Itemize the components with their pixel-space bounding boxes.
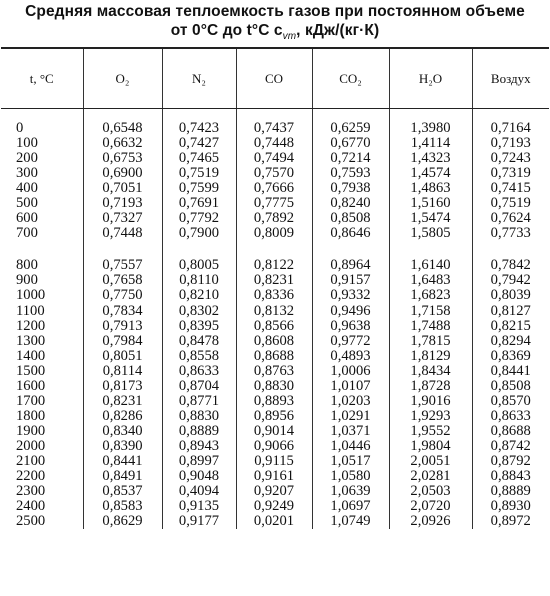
value-cell: 0,8478 (162, 334, 236, 349)
value-cell: 0,9496 (312, 304, 389, 319)
value-cell: 0,6632 (83, 136, 162, 151)
temperature-cell: 200 (16, 150, 38, 167)
temperature-cell: 1600 (16, 377, 46, 394)
value-cell: 0,8110 (162, 273, 236, 288)
value-cell: 0,9048 (162, 469, 236, 484)
temperature-cell: 2000 (16, 437, 46, 454)
value-cell: 0,7193 (472, 136, 549, 151)
value-cell: 0,7570 (236, 166, 312, 181)
value-cell: 0,8537 (83, 484, 162, 499)
temperature-cell: 1400 (16, 347, 46, 364)
value-cell: 0,7942 (472, 273, 549, 288)
table-row (1, 258, 549, 273)
value-cell: 2,0281 (389, 469, 472, 484)
value-cell: 1,7488 (389, 319, 472, 334)
value-cell: 0,7775 (236, 196, 312, 211)
value-cell: 0,7465 (162, 151, 236, 166)
header-temperature: t, °C (1, 48, 83, 109)
value-cell: 0,7666 (236, 181, 312, 196)
value-cell: 0,8231 (236, 273, 312, 288)
table-row (1, 166, 549, 181)
value-cell: 0,8240 (312, 196, 389, 211)
spacer-cell (472, 241, 549, 258)
value-cell: 0,7792 (162, 211, 236, 226)
value-cell: 0,7423 (162, 121, 236, 136)
value-cell: 0,8956 (236, 409, 312, 424)
value-cell: 1,9016 (389, 394, 472, 409)
value-cell: 0,7519 (162, 166, 236, 181)
value-cell: 1,8129 (389, 349, 472, 364)
value-cell: 1,9293 (389, 409, 472, 424)
value-cell: 0,7519 (472, 196, 549, 211)
value-cell: 0,8964 (312, 258, 389, 273)
value-cell: 0,8583 (83, 499, 162, 514)
table-row (1, 469, 549, 484)
header-co: CO (236, 48, 312, 109)
value-cell: 0,8114 (83, 364, 162, 379)
value-cell: 0,8930 (472, 499, 549, 514)
value-cell: 0,7624 (472, 211, 549, 226)
value-cell: 1,9804 (389, 439, 472, 454)
title-line-2-units: , кДж/(кг·К) (296, 22, 380, 39)
temperature-cell: 1500 (16, 362, 46, 379)
temperature-cell: 1700 (16, 392, 46, 409)
value-cell: 2,0720 (389, 499, 472, 514)
spacer-cell (83, 241, 162, 258)
temperature-cell: 900 (16, 272, 38, 289)
table-row (1, 439, 549, 454)
value-cell: 0,8889 (472, 484, 549, 499)
value-cell: 0,8302 (162, 304, 236, 319)
value-cell: 0,8608 (236, 334, 312, 349)
temperature-cell: 2500 (16, 513, 46, 530)
temperature-cell: 2200 (16, 468, 46, 485)
table-row (1, 499, 549, 514)
temperature-cell: 2300 (16, 483, 46, 500)
value-cell: 0,8893 (236, 394, 312, 409)
value-cell: 0,7437 (236, 121, 312, 136)
table-row (1, 136, 549, 151)
table-row (1, 454, 549, 469)
value-cell: 0,8646 (312, 226, 389, 241)
table-row (1, 334, 549, 349)
value-cell: 0,8294 (472, 334, 549, 349)
value-cell: 0,7243 (472, 151, 549, 166)
value-cell: 0,8051 (83, 349, 162, 364)
value-cell: 1,6140 (389, 258, 472, 273)
table-row (1, 121, 549, 136)
value-cell: 0,8508 (312, 211, 389, 226)
temperature-cell: 2400 (16, 498, 46, 515)
value-cell: 1,4863 (389, 181, 472, 196)
value-cell: 0,8688 (472, 424, 549, 439)
value-cell: 1,5160 (389, 196, 472, 211)
table-row (1, 364, 549, 379)
value-cell: 0,8566 (236, 319, 312, 334)
header-h2o: H₂O (389, 48, 472, 109)
value-cell: 0,7327 (83, 211, 162, 226)
header-air: Воздух (472, 48, 549, 109)
value-cell: 0,8704 (162, 379, 236, 394)
value-cell: 0,6259 (312, 121, 389, 136)
value-cell: 0,9014 (236, 424, 312, 439)
value-cell: 0,7691 (162, 196, 236, 211)
title-line-2-subscript: vm (282, 31, 297, 43)
temperature-cell: 0 (16, 120, 24, 136)
value-cell: 0,9066 (236, 439, 312, 454)
value-cell: 0,7164 (472, 121, 549, 136)
value-cell: 0,9177 (162, 514, 236, 529)
value-cell: 0,8122 (236, 258, 312, 273)
temperature-cell: 1800 (16, 407, 46, 424)
title-line-1: Средняя массовая теплоемкость газов при постоянном объеме (25, 3, 525, 20)
value-cell: 2,0051 (389, 454, 472, 469)
value-cell: 0,9135 (162, 499, 236, 514)
value-cell: 1,7158 (389, 304, 472, 319)
value-cell: 1,0517 (312, 454, 389, 469)
value-cell: 1,9552 (389, 424, 472, 439)
table-row (1, 484, 549, 499)
value-cell: 1,0580 (312, 469, 389, 484)
value-cell: 0,7984 (83, 334, 162, 349)
table-row (1, 319, 549, 334)
value-cell: 0,8570 (472, 394, 549, 409)
value-cell: 1,7815 (389, 334, 472, 349)
temperature-cell: 1100 (16, 302, 45, 319)
value-cell: 0,8231 (83, 394, 162, 409)
value-cell: 0,9638 (312, 319, 389, 334)
value-cell: 0,9115 (236, 454, 312, 469)
spacer-cell (1, 109, 83, 122)
value-cell: 0,8369 (472, 349, 549, 364)
value-cell: 0,9157 (312, 273, 389, 288)
header-o2: O₂ (83, 48, 162, 109)
value-cell: 0,8688 (236, 349, 312, 364)
value-cell: 1,0446 (312, 439, 389, 454)
value-cell: 0,7938 (312, 181, 389, 196)
value-cell: 0,7750 (83, 288, 162, 303)
value-cell: 0,8771 (162, 394, 236, 409)
value-cell: 1,0371 (312, 424, 389, 439)
value-cell: 0,8742 (472, 439, 549, 454)
table-row (1, 379, 549, 394)
value-cell: 0,7448 (83, 226, 162, 241)
value-cell: 1,0697 (312, 499, 389, 514)
temperature-cell: 400 (16, 180, 38, 197)
value-cell: 0,8943 (162, 439, 236, 454)
temperature-cell: 2100 (16, 452, 46, 469)
table-row (1, 424, 549, 439)
value-cell: 0,9249 (236, 499, 312, 514)
value-cell: 1,8434 (389, 364, 472, 379)
table-row (1, 349, 549, 364)
value-cell: 1,0107 (312, 379, 389, 394)
table-row (1, 304, 549, 319)
table-row (1, 226, 549, 241)
value-cell: 0,7051 (83, 181, 162, 196)
temperature-cell: 800 (16, 257, 38, 274)
spacer-cell (389, 241, 472, 258)
header-n2: N₂ (162, 48, 236, 109)
value-cell: 0,8009 (236, 226, 312, 241)
temperature-cell: 1000 (16, 287, 46, 304)
value-cell: 0,7842 (472, 258, 549, 273)
spacer-cell (162, 241, 236, 258)
value-cell: 0,8558 (162, 349, 236, 364)
value-cell: 0,8441 (472, 364, 549, 379)
spacer-cell (312, 241, 389, 258)
value-cell: 0,7214 (312, 151, 389, 166)
value-cell: 0,8491 (83, 469, 162, 484)
heat-capacity-table (1, 47, 549, 529)
value-cell: 1,8728 (389, 379, 472, 394)
temperature-cell: 1300 (16, 332, 46, 349)
table-body (1, 109, 549, 530)
value-cell: 0,7892 (236, 211, 312, 226)
table-row (1, 394, 549, 409)
header-row (1, 48, 549, 109)
table-row (1, 409, 549, 424)
value-cell: 0,4094 (162, 484, 236, 499)
value-cell: 0,8972 (472, 514, 549, 529)
value-cell: 0,8215 (472, 319, 549, 334)
value-cell: 0,8441 (83, 454, 162, 469)
value-cell: 1,4574 (389, 166, 472, 181)
temperature-cell: 100 (16, 135, 38, 152)
temperature-cell: 600 (16, 210, 38, 227)
value-cell: 0,7900 (162, 226, 236, 241)
value-cell: 1,0203 (312, 394, 389, 409)
value-cell: 0,8629 (83, 514, 162, 529)
value-cell: 1,0291 (312, 409, 389, 424)
table-row (1, 181, 549, 196)
value-cell: 0,8173 (83, 379, 162, 394)
value-cell: 0,8286 (83, 409, 162, 424)
value-cell: 0,8132 (236, 304, 312, 319)
value-cell: 0,7193 (83, 196, 162, 211)
value-cell: 0,7593 (312, 166, 389, 181)
value-cell: 0,8997 (162, 454, 236, 469)
value-cell: 0,6753 (83, 151, 162, 166)
table-row (1, 273, 549, 288)
table-row (1, 514, 549, 529)
value-cell: 0,7415 (472, 181, 549, 196)
title-line-2 (0, 21, 550, 46)
value-cell: 0,8336 (236, 288, 312, 303)
value-cell: 0,7658 (83, 273, 162, 288)
value-cell: 0,8210 (162, 288, 236, 303)
value-cell: 0,7599 (162, 181, 236, 196)
value-cell: 1,0749 (312, 514, 389, 529)
spacer-cell (236, 241, 312, 258)
value-cell: 1,3980 (389, 121, 472, 136)
temperature-cell: 700 (16, 225, 38, 242)
table-row (1, 288, 549, 303)
value-cell: 0,9332 (312, 288, 389, 303)
value-cell: 1,4114 (389, 136, 472, 151)
value-cell: 0,7427 (162, 136, 236, 151)
value-cell: 1,5805 (389, 226, 472, 241)
value-cell: 0,6770 (312, 136, 389, 151)
value-cell: 0,6548 (83, 121, 162, 136)
value-cell: 0,8039 (472, 288, 549, 303)
value-cell: 0,8633 (472, 409, 549, 424)
value-cell: 1,6483 (389, 273, 472, 288)
value-cell: 0,8792 (472, 454, 549, 469)
value-cell: 0,8889 (162, 424, 236, 439)
value-cell: 0,8005 (162, 258, 236, 273)
value-cell: 1,5474 (389, 211, 472, 226)
value-cell: 0,7319 (472, 166, 549, 181)
value-cell: 1,0006 (312, 364, 389, 379)
title-line-2-text: от 0°С до t°С c (170, 22, 283, 39)
value-cell: 0,8340 (83, 424, 162, 439)
value-cell: 0,7913 (83, 319, 162, 334)
value-cell: 0,8127 (472, 304, 549, 319)
value-cell: 0,7834 (83, 304, 162, 319)
table-row (1, 151, 549, 166)
spacer-row (1, 241, 549, 258)
value-cell: 1,0639 (312, 484, 389, 499)
value-cell: 0,7494 (236, 151, 312, 166)
temperature-cell: 1200 (16, 317, 46, 334)
value-cell: 1,6823 (389, 288, 472, 303)
value-cell: 0,9161 (236, 469, 312, 484)
table-title (0, 2, 550, 46)
value-cell: 0,8763 (236, 364, 312, 379)
value-cell: 2,0503 (389, 484, 472, 499)
temperature-cell: 500 (16, 195, 38, 212)
table-row (1, 196, 549, 211)
spacer-cell (1, 241, 83, 258)
temperature-cell: 300 (16, 165, 38, 182)
value-cell: 0,6900 (83, 166, 162, 181)
value-cell: 0,4893 (312, 349, 389, 364)
temperature-cell: 1900 (16, 422, 46, 439)
value-cell: 0,0201 (236, 514, 312, 529)
value-cell: 0,8830 (162, 409, 236, 424)
value-cell: 0,7557 (83, 258, 162, 273)
value-cell: 0,8395 (162, 319, 236, 334)
header-co2: CO₂ (312, 48, 389, 109)
value-cell: 0,8390 (83, 439, 162, 454)
value-cell: 0,7448 (236, 136, 312, 151)
value-cell: 0,9207 (236, 484, 312, 499)
value-cell: 0,8843 (472, 469, 549, 484)
value-cell: 2,0926 (389, 514, 472, 529)
value-cell: 1,4323 (389, 151, 472, 166)
value-cell: 0,8830 (236, 379, 312, 394)
value-cell: 0,8508 (472, 379, 549, 394)
value-cell: 0,8633 (162, 364, 236, 379)
value-cell: 0,9772 (312, 334, 389, 349)
table-row (1, 211, 549, 226)
value-cell: 0,7733 (472, 226, 549, 241)
